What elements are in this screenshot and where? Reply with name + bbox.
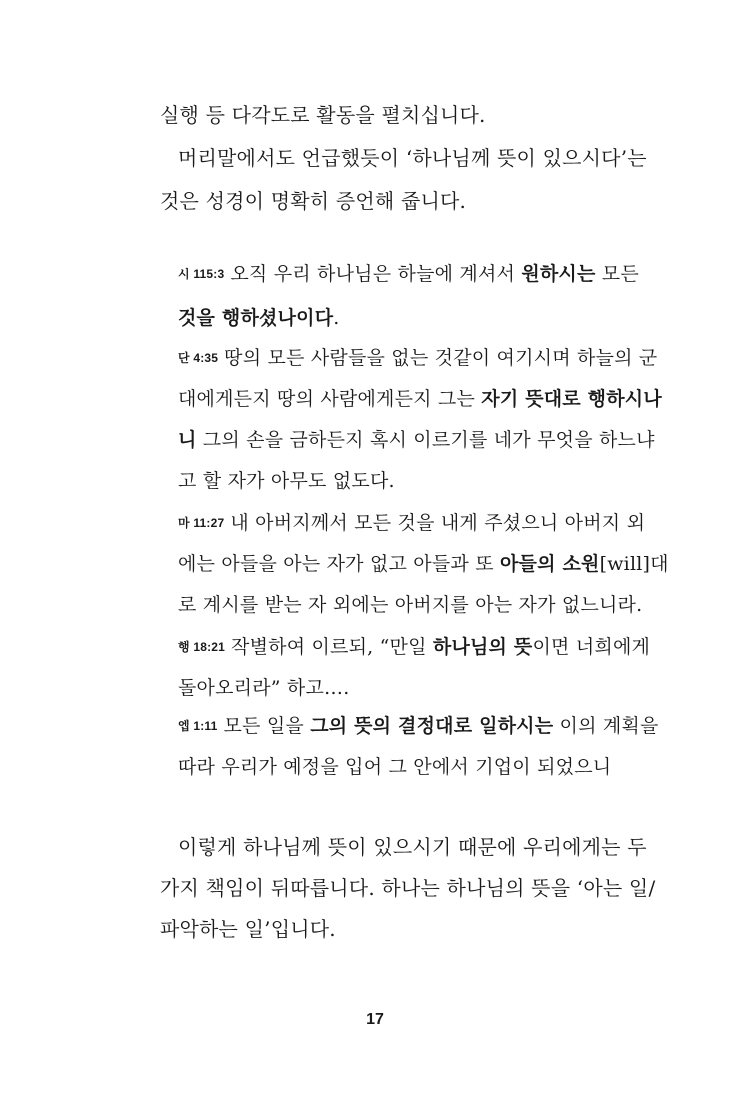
verse-line	[178, 426, 655, 454]
intro-para-2-line-1: 머리말에서도 언급했듯이 ‘하나님께 뜻이 있으시다’는	[178, 146, 647, 170]
verse-emphasis: 니	[178, 429, 197, 451]
verse-line	[178, 304, 640, 332]
verse-line	[178, 509, 646, 537]
verse-text: 에는 아들을 아는 자가 없고 아들과 또	[178, 553, 500, 575]
verse-line	[178, 674, 640, 702]
verse-text: 고 할 자가 아무도 없도다.	[178, 470, 395, 492]
intro-para-2-line-2: 것은 성경이 명확히 증언해 줍니다.	[160, 189, 467, 213]
verse-emphasis: 아들의 소원	[500, 553, 600, 575]
verse-text: 대에게든지 땅의 사람에게든지 그는	[178, 388, 482, 410]
verse-reference: 시 115:3	[178, 267, 225, 281]
verse-text: 돌아오리라” 하고….	[178, 677, 350, 699]
closing-line-2: 가지 책임이 뒤따릅니다. 하나는 하나님의 뜻을 ‘아는 일/	[160, 876, 656, 900]
closing-line-3: 파악하는 일’입니다.	[160, 917, 336, 941]
verse-line	[178, 385, 662, 413]
verse-emphasis: 자기 뜻대로 행하시나	[481, 388, 662, 410]
verse-text: 작별하여 이르되, “만일	[231, 636, 433, 658]
verse-text: .	[333, 307, 340, 329]
verse-text: 따라 우리가 예정을 입어 그 안에서 기업이 되었으니	[178, 756, 612, 778]
verse-line	[178, 344, 658, 372]
verse-line	[178, 753, 640, 781]
verse-line	[178, 712, 659, 740]
verse-text: 모든	[595, 263, 639, 285]
verse-text: [will]대	[599, 553, 669, 575]
verse-emphasis: 원하시는	[521, 263, 596, 285]
verse-line	[178, 633, 651, 661]
verse-reference: 엡 1:11	[178, 719, 218, 733]
verse-line	[178, 550, 669, 578]
verse-emphasis: 그의 뜻의 결정대로 일하시는	[310, 715, 554, 737]
verse-text: 내 아버지께서 모든 것을 내게 주셨으니 아버지 외	[230, 512, 646, 534]
verse-text: 이면 너희에게	[532, 636, 651, 658]
verse-reference: 행 18:21	[178, 640, 226, 654]
verse-line	[178, 467, 640, 495]
page-number: 17	[366, 1011, 384, 1028]
verse-emphasis: 하나님의 뜻	[432, 636, 533, 658]
verse-text: 이의 계획을	[553, 715, 659, 737]
intro-line-1: 실행 등 다각도로 활동을 펼치십니다.	[160, 103, 486, 127]
verse-text: 오직 우리 하나님은 하늘에 계셔서	[230, 263, 522, 285]
verse-line	[178, 591, 643, 619]
verse-text: 모든 일을	[223, 715, 311, 737]
closing-line-1: 이렇게 하나님께 뜻이 있으시기 때문에 우리에게는 두	[178, 835, 647, 859]
verse-text: 그의 손을 금하든지 혹시 이르기를 네가 무엇을 하느냐	[196, 429, 655, 451]
verse-text: 로 계시를 받는 자 외에는 아버지를 아는 자가 없느니라.	[178, 594, 643, 616]
verse-reference: 단 4:35	[178, 351, 219, 365]
verse-line	[178, 260, 640, 288]
verse-emphasis: 것을 행하셨나이다	[178, 307, 334, 329]
verse-text: 땅의 모든 사람들을 없는 것같이 여기시며 하늘의 군	[224, 347, 658, 369]
verse-reference: 마 11:27	[178, 516, 225, 530]
